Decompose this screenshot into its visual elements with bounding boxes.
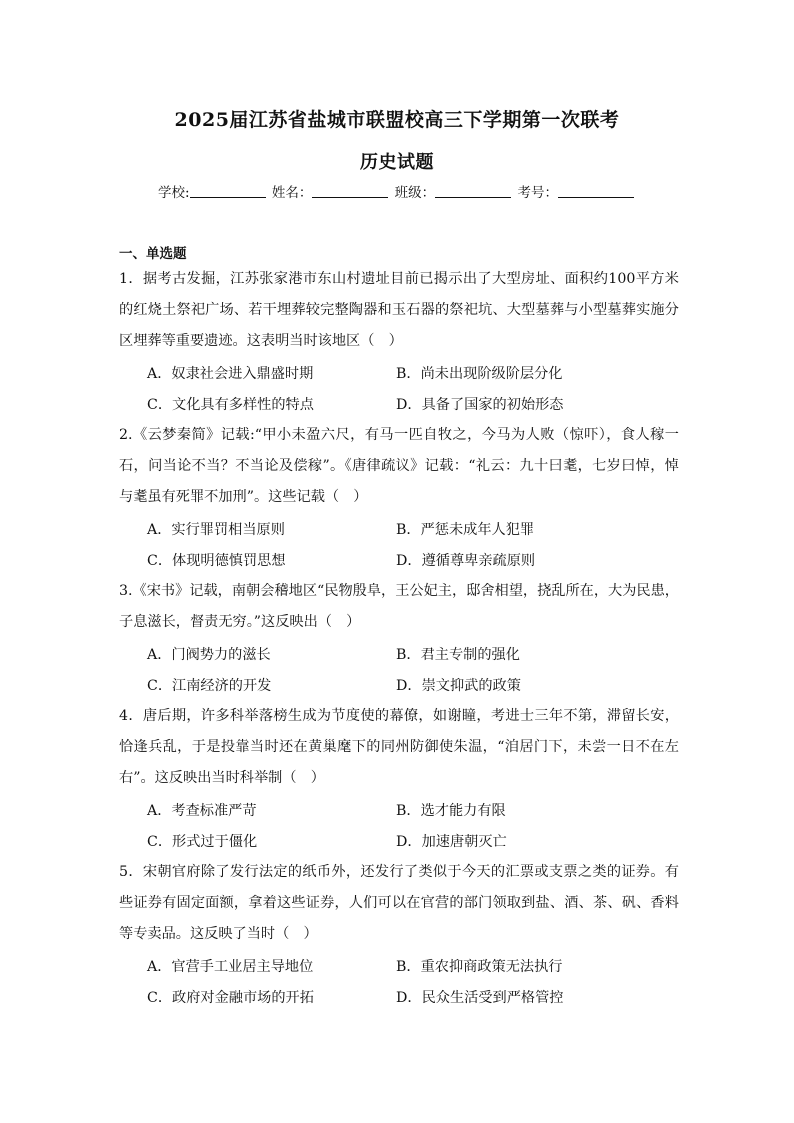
- exam-number-label: 考号：: [517, 185, 558, 201]
- class-label: 班级：: [394, 185, 436, 201]
- question-2-option-c[interactable]: C．体现明德慎罚思想: [147, 553, 286, 569]
- question-3-option-d[interactable]: D．崇文抑武的政策: [396, 678, 521, 694]
- question-4-stem: 4．唐后期，许多科举落榜生成为节度使的幕僚，如谢瞳，考进士三年不第，滞留长安，恰逢兵乱，于是投靠当时还在黄巢麾下的同州防御使朱温，“洎居门下，未尝一日不在左右”。这反映出当时科举制（ ）: [119, 708, 679, 786]
- name-label: 姓名：: [271, 185, 313, 201]
- question-3-option-c[interactable]: C．江南经济的开发: [147, 678, 272, 694]
- question-1-stem: 1．据考古发掘，江苏张家港市东山村遗址目前已揭示出了大型房址、面积约100平方米的红烧土祭祀广场、若干埋葬较完整陶器和玉石器的祭祀坑、大型墓葬与小型墓葬实施分区埋葬等重要遗迹。这表明当时该地区（ ）: [119, 271, 679, 349]
- name-blank[interactable]: [312, 185, 388, 198]
- question-3-option-a[interactable]: A．门阀势力的滋长: [147, 647, 271, 663]
- question-4-option-b[interactable]: B．选才能力有限: [396, 803, 506, 819]
- question-1-option-b[interactable]: B．尚未出现阶级阶层分化: [396, 366, 563, 382]
- question-1-option-a[interactable]: A．奴隶社会进入鼎盛时期: [147, 366, 314, 382]
- question-2-option-d[interactable]: D．遵循尊卑亲疏原则: [396, 553, 536, 569]
- school-blank[interactable]: [190, 185, 266, 198]
- question-4-option-d[interactable]: D．加速唐朝灭亡: [396, 834, 507, 850]
- question-1-option-c[interactable]: C．文化具有多样性的特点: [147, 397, 314, 413]
- question-5-option-a[interactable]: A．官营手工业居主导地位: [147, 959, 314, 975]
- exam-title: 2025届江苏省盐城市联盟校高三下学期第一次联考: [174, 109, 620, 131]
- exam-subtitle: 历史试题: [360, 152, 434, 173]
- question-3-stem: 3.《宋书》记载，南朝会稽地区“民物殷阜，王公妃主，邸舍相望，挠乱所在，大为民患，子息滋长，督责无穷。”这反映出（ ）: [119, 583, 679, 630]
- question-4-option-c[interactable]: C．形式过于僵化: [147, 834, 258, 850]
- student-info-line: [0, 181, 794, 201]
- question-5-option-b[interactable]: B．重农抑商政策无法执行: [396, 959, 563, 975]
- question-3-option-b[interactable]: B．君主专制的强化: [396, 647, 520, 663]
- section-heading: 一、单选题: [119, 246, 187, 262]
- question-5-option-d[interactable]: D．民众生活受到严格管控: [396, 990, 564, 1006]
- question-2-stem: 2.《云梦秦简》记载:“甲小未盈六尺，有马一匹自牧之，今马为人败（惊吓），食人稼一石，问当论不当？不当论及偿稼”。《唐律疏议》记载：“礼云：九十曰耄，七岁曰悼，悼与耄虽有死罪不加刑”。这些记载（ ）: [119, 427, 679, 505]
- question-2-option-a[interactable]: A．实行罪罚相当原则: [147, 522, 285, 538]
- exam-number-blank[interactable]: [558, 185, 634, 198]
- question-2-option-b[interactable]: B．严惩未成年人犯罪: [396, 522, 535, 538]
- question-1-option-d[interactable]: D．具备了国家的初始形态: [396, 397, 564, 413]
- question-4-option-a[interactable]: A．考查标准严苛: [147, 803, 257, 819]
- class-blank[interactable]: [435, 185, 511, 198]
- question-5-option-c[interactable]: C．政府对金融市场的开拓: [147, 990, 314, 1006]
- question-5-stem: 5．宋朝官府除了发行法定的纸币外，还发行了类似于今天的汇票或支票之类的证券。有些证券有固定面额，拿着这些证券，人们可以在官营的部门领取到盐、酒、茶、矾、香料等专卖品。这反映了当时（ ）: [119, 864, 679, 942]
- school-label: 学校:: [158, 185, 190, 201]
